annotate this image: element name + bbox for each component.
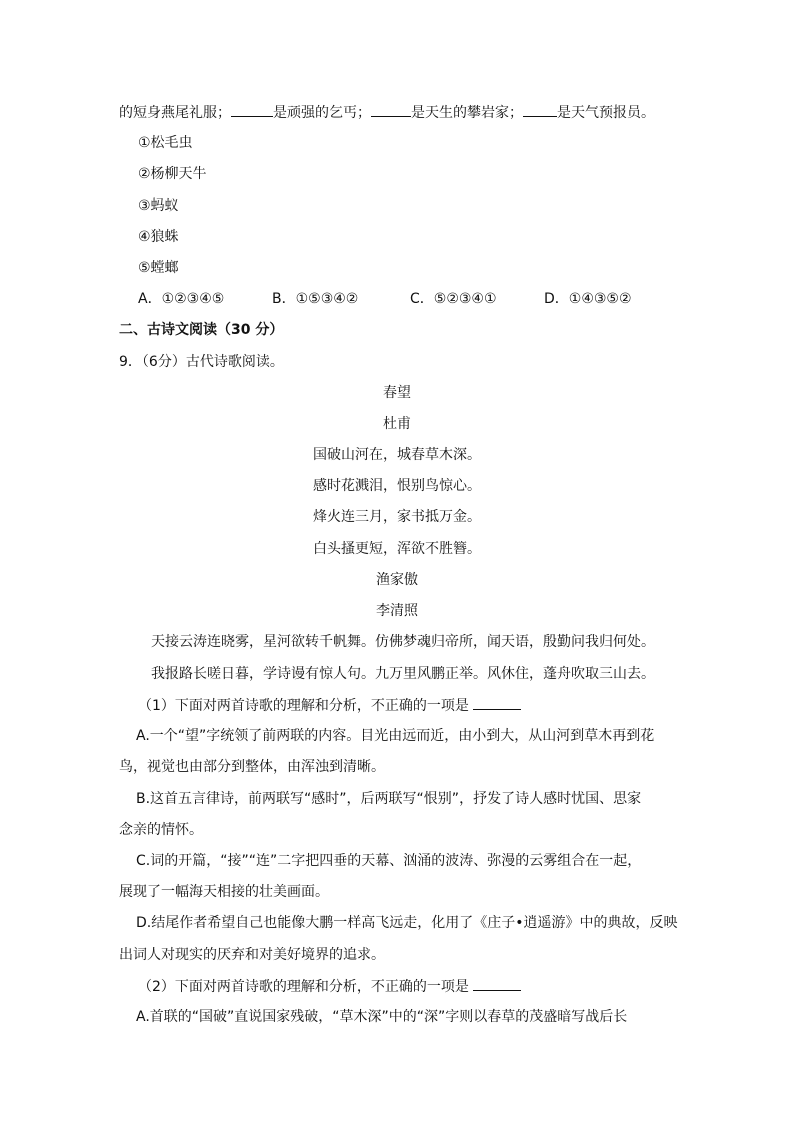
- option-a-line: 鸟，视觉也由部分到整体，由浑浊到清晰。: [119, 759, 385, 775]
- option-d-line: 出词人对现实的厌弃和对美好境界的追求。: [119, 947, 385, 963]
- poem2-line: 天接云涛连晓雾，星河欲转千帆舞。仿佛梦魂归帝所，闻天语，殷勤问我归何处。: [151, 634, 655, 650]
- answer-blank[interactable]: [473, 695, 521, 710]
- item-4: ④狼蛛: [138, 229, 179, 245]
- choice-d[interactable]: D．①④③⑤②: [544, 291, 632, 307]
- answer-blank: [231, 102, 273, 117]
- prompt-text: （1）下面对两首诗歌的理解和分析，不正确的一项是: [138, 698, 469, 714]
- q8-stem: [119, 102, 655, 123]
- poem1-title: 春望: [383, 385, 411, 401]
- prompt-text: （2）下面对两首诗歌的理解和分析，不正确的一项是: [138, 979, 469, 995]
- stem-text: 是天生的攀岩家；: [411, 105, 523, 121]
- poem2-line: 我报路长嗟日暮，学诗谩有惊人句。九万里风鹏正举。风休住，蓬舟吹取三山去。: [151, 666, 655, 682]
- section-heading: 二、古诗文阅读（30 分）: [119, 322, 284, 338]
- answer-blank: [523, 102, 557, 117]
- option-c-line: 展现了一幅海天相接的壮美画面。: [119, 884, 329, 900]
- option-b-line: B.这首五言律诗，前两联写“感时”，后两联写“恨别”，抒发了诗人感时忧国、思家: [136, 791, 642, 807]
- poem2-title: 渔家傲: [376, 572, 418, 588]
- poem1-line: 感时花溅泪，恨别鸟惊心。: [313, 478, 481, 494]
- q8-choices: [138, 289, 632, 309]
- poem1-line: 国破山河在，城春草木深。: [313, 447, 481, 463]
- item-3: ③蚂蚁: [138, 198, 179, 214]
- option-b-line: 念亲的情怀。: [119, 822, 203, 838]
- subquestion-2-prompt: [138, 976, 521, 997]
- option-d-line: D.结尾作者希望自己也能像大鹏一样高飞远走，化用了《庄子•逍遥游》中的典故，反映: [136, 915, 678, 931]
- item-2: ②杨柳天牛: [138, 166, 207, 182]
- option-a-line: A.一个“望”字统领了前两联的内容。目光由远而近，由小到大，从山河到草木再到花: [136, 728, 655, 744]
- poem1-author: 杜甫: [383, 416, 411, 432]
- poem1-line: 烽火连三月，家书抵万金。: [313, 509, 481, 525]
- option-a-line: A.首联的“国破”直说国家残破，“草木深”中的“深”字则以春草的茂盛暗写战后长: [136, 1009, 628, 1025]
- choice-b[interactable]: B．①⑤③④②: [272, 291, 359, 307]
- stem-text: 的短身燕尾礼服；: [119, 105, 231, 121]
- choice-a[interactable]: A．①②③④⑤: [138, 291, 225, 307]
- item-1: ①松毛虫: [138, 135, 193, 151]
- poem1-line: 白头搔更短，浑欲不胜簪。: [313, 541, 481, 557]
- answer-blank[interactable]: [473, 976, 521, 991]
- option-c-line: C.词的开篇，“接”“连”二字把四垂的天幕、汹涌的波涛、弥漫的云雾组合在一起，: [136, 853, 642, 869]
- poem2-author: 李清照: [376, 603, 418, 619]
- answer-blank: [371, 102, 411, 117]
- stem-text: 是天气预报员。: [557, 105, 655, 121]
- subquestion-1-prompt: [138, 695, 521, 716]
- question-9-intro: 9．（6分）古代诗歌阅读。: [119, 354, 284, 370]
- stem-text: 是顽强的乞丐；: [273, 105, 371, 121]
- item-5: ⑤螳螂: [138, 260, 179, 276]
- choice-c[interactable]: C．⑤②③④①: [410, 291, 497, 307]
